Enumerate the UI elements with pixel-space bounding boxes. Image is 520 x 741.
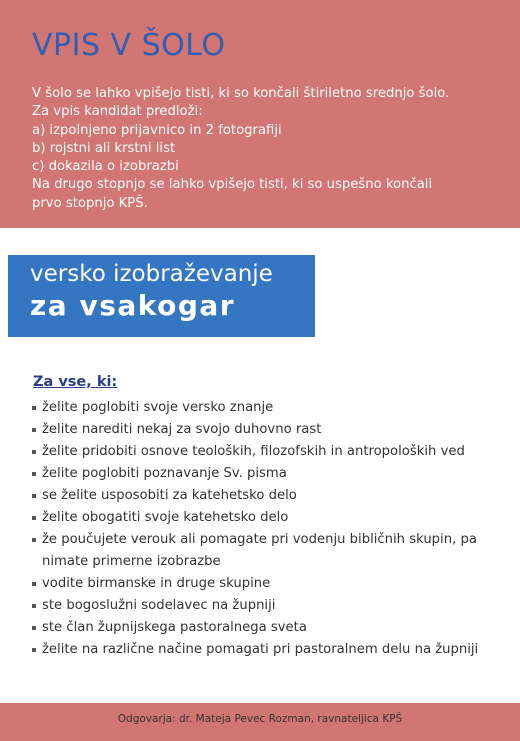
enrollment-title: VPIS V ŠOLO bbox=[32, 28, 226, 63]
bullet-icon bbox=[32, 648, 36, 652]
list-item-text: želite na različne načine pomagati pri pastoralnem delu na župniji bbox=[42, 642, 479, 657]
list-item-continuation: nimate primerne izobrazbe bbox=[42, 554, 221, 569]
list-item bbox=[32, 485, 510, 507]
bullet-icon bbox=[32, 538, 36, 542]
audience-heading: Za vse, ki: bbox=[33, 374, 118, 390]
list-item-text: vodite birmanske in druge skupine bbox=[42, 576, 271, 591]
enrollment-text bbox=[32, 85, 502, 213]
enrollment-line: Za vpis kandidat predloži: bbox=[32, 104, 203, 120]
enrollment-line: a) izpolnjeno prijavnico in 2 fotografiji bbox=[32, 122, 282, 138]
tagline-banner bbox=[8, 255, 315, 337]
bullet-icon bbox=[32, 450, 36, 454]
list-item bbox=[32, 595, 510, 617]
list-item bbox=[32, 507, 510, 529]
list-item-text: ste bogoslužni sodelavec na župniji bbox=[42, 598, 276, 613]
footer-bar bbox=[0, 703, 520, 741]
list-item-text: želite obogatiti svoje katehetsko delo bbox=[42, 510, 289, 525]
list-item-text: želite poglobiti poznavanje Sv. pisma bbox=[42, 466, 287, 481]
bullet-icon bbox=[32, 406, 36, 410]
list-item bbox=[32, 529, 510, 573]
bullet-icon bbox=[32, 516, 36, 520]
bullet-icon bbox=[32, 582, 36, 586]
bullet-icon bbox=[32, 428, 36, 432]
list-item bbox=[32, 397, 510, 419]
list-item bbox=[32, 463, 510, 485]
list-item-text: želite poglobiti svoje versko znanje bbox=[42, 400, 274, 415]
banner-line-2: za vsakogar bbox=[30, 289, 236, 322]
list-item-text: želite narediti nekaj za svojo duhovno rast bbox=[42, 422, 322, 437]
list-item-text: že poučujete verouk ali pomagate pri vodenju bibličnih skupin, pa bbox=[42, 532, 477, 547]
enrollment-line: c) dokazila o izobrazbi bbox=[32, 159, 179, 175]
list-item-text: želite pridobiti osnove teoloških, filozofskih in antropoloških ved bbox=[42, 444, 465, 459]
enrollment-panel bbox=[0, 0, 520, 228]
banner-line-1: versko izobraževanje bbox=[30, 261, 273, 287]
enrollment-line: Na drugo stopnjo se lahko vpišejo tisti, ki so uspešno končali bbox=[32, 177, 433, 193]
bullet-icon bbox=[32, 626, 36, 630]
bullet-icon bbox=[32, 494, 36, 498]
bullet-icon bbox=[32, 604, 36, 608]
list-item bbox=[32, 639, 510, 661]
enrollment-line: b) rojstni ali krstni list bbox=[32, 140, 176, 156]
list-item bbox=[32, 419, 510, 441]
responsible-person: Odgovarja: dr. Mateja Pevec Rozman, ravnateljica KPŠ bbox=[117, 713, 403, 725]
enrollment-line: prvo stopnjo KPŠ. bbox=[32, 195, 148, 211]
list-item bbox=[32, 441, 510, 463]
list-item-text: se želite usposobiti za katehetsko delo bbox=[42, 488, 297, 503]
list-item bbox=[32, 573, 510, 595]
audience-list bbox=[32, 397, 510, 661]
enrollment-line: V šolo se lahko vpišejo tisti, ki so končali štiriletno srednjo šolo. bbox=[32, 86, 450, 101]
bullet-icon bbox=[32, 472, 36, 476]
list-item bbox=[32, 617, 510, 639]
list-item-text: ste član župnijskega pastoralnega sveta bbox=[42, 620, 307, 635]
